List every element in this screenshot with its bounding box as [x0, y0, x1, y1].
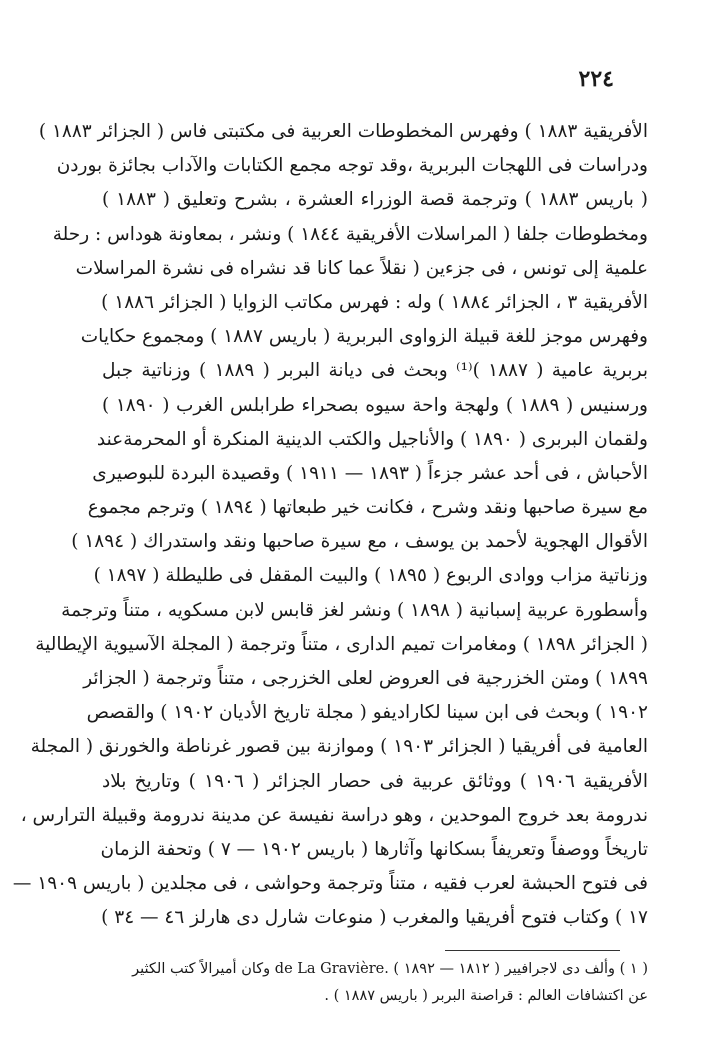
text-line: ١٩٠٢ ) وبحث فى ابن سينا لكاراديفو ( مجلة تاريخ الأديان ١٩٠٢ ) والقصص — [86, 702, 648, 724]
page-number: ٢٢٤ — [578, 66, 614, 92]
text-line: فى فتوح الحبشة لعرب فقيه ، متناً وترجمة وحواشى ، فى مجلدين ( باريس ١٩٠٩ — — [12, 873, 648, 895]
footnote-separator — [445, 950, 620, 951]
text-line: العامية فى أفريقيا ( الجزائر ١٩٠٣ ) وموازنة بين قصور غرناطة والخورنق ( المجلة — [30, 736, 648, 758]
body-text — [12, 115, 649, 936]
text-line: بربرية عامية ( ١٨٨٧ )⁽¹⁾ وبحث فى ديانة البربر ( ١٨٨٩ ) وزناتية جبل — [102, 360, 648, 382]
footnote-line: عن اكتشافات العالم : قراصنة البربر ( باريس ١٨٨٧ ) . — [324, 988, 648, 1004]
text-line: ورسنيس ( ١٨٨٩ ) ولهجة واحة سيوه بصحراء طرابلس الغرب ( ١٨٩٠ ) — [102, 394, 648, 416]
text-line: الأحباش ، فى أحد عشر جزءاً ( ١٨٩٣ — ١٩١١ ) وقصيدة البردة للبوصيرى — [92, 462, 648, 484]
text-line: ( باريس ١٨٨٣ ) وترجمة قصة الوزراء العشرة ، بشرح وتعليق ( ١٨٨٣ ) — [102, 189, 648, 211]
text-line: ولقمان البربرى ( ١٨٩٠ ) والأناجيل والكتب الدينية المنكرة أو المحرمةعند — [96, 428, 648, 450]
text-line: علمية إلى تونس ، فى جزءين ( نقلاً عما كانا قد نشراه فى نشرة المراسلات — [75, 257, 648, 279]
text-line: الأفريقية ١٩٠٦ ) ووثائق عربية فى حصار الجزائر ( ١٩٠٦ ) وتاريخ بلاد — [102, 770, 649, 792]
footnote-line: ( ١ ) وألف دى لاجرافيير ( ١٨١٢ — ١٨٩٢ ) .de La Gravière وكان أميرالاً كتب الكثير — [132, 961, 648, 977]
text-line: الأفريقية ١٨٨٣ ) وفهرس المخطوطات العربية فى مكتبتى فاس ( الجزائر ١٨٨٣ ) — [38, 121, 648, 142]
text-line: الأفريقية ٣ ، الجزائر ١٨٨٤ ) وله : فهرس مكاتب الزوايا ( الجزائر ١٨٨٦ ) — [101, 291, 648, 313]
text-line: ( الجزائر ١٨٩٨ ) ومغامرات تميم الدارى ، متناً وترجمة ( المجلة الآسيوية الإيطالية — [35, 633, 648, 655]
text-line: مع سيرة صاحبها ونقد وشرح ، فكانت خير طبعاتها ( ١٨٩٤ ) وترجم مجموع — [87, 497, 648, 519]
text-line: ١٨٩٩ ) ومتن الخزرجية فى العروض لعلى الخزرجى ، متناً وترجمة ( الجزائر — [83, 668, 648, 689]
text-line: وزناتية مزاب ووادى الربوع ( ١٨٩٥ ) والبيت المقفل فى طليطلة ( ١٨٩٧ ) — [93, 565, 648, 587]
text-line: ودراسات فى اللهجات البربرية ،وقد توجه مجمع الكتابات والآداب بجائزة بوردن — [56, 155, 648, 177]
text-line: ١٧ ) وكتاب فتوح أفريقيا والمغرب ( منوعات شارل دى هارلز ٤٦ — ٣٤ ) — [101, 907, 648, 929]
text-line: وأسطورة عربية إسبانية ( ١٨٩٨ ) ونشر لغز قابس لابن مسكويه ، متناً وترجمة — [61, 599, 648, 621]
text-line: ومخطوطات جلفا ( المراسلات الأفريقية ١٨٤٤ ) ونشر ، بمعاونة هوداس : رحلة — [52, 223, 648, 245]
text-line: تاريخاً ووصفاً وتعريفاً بسكانها وآثارها ( باريس ١٩٠٢ — ٧ ) وتحفة الزمان — [100, 838, 648, 860]
text-line: وفهرس موجز للغة قبيلة الزواوى البربرية ( باريس ١٨٨٧ ) ومجموع حكايات — [80, 326, 648, 348]
footnotes — [102, 956, 648, 1010]
text-line: ندرومة بعد خروج الموحدين ، وهو دراسة نفيسة عن مدينة ندرومة وقبيلة الترارس ، — [20, 804, 648, 826]
text-line: الأقوال الهجوية لأحمد بن يوسف ، مع سيرة صاحبها ونقد واستدراك ( ١٨٩٤ ) — [71, 531, 648, 553]
